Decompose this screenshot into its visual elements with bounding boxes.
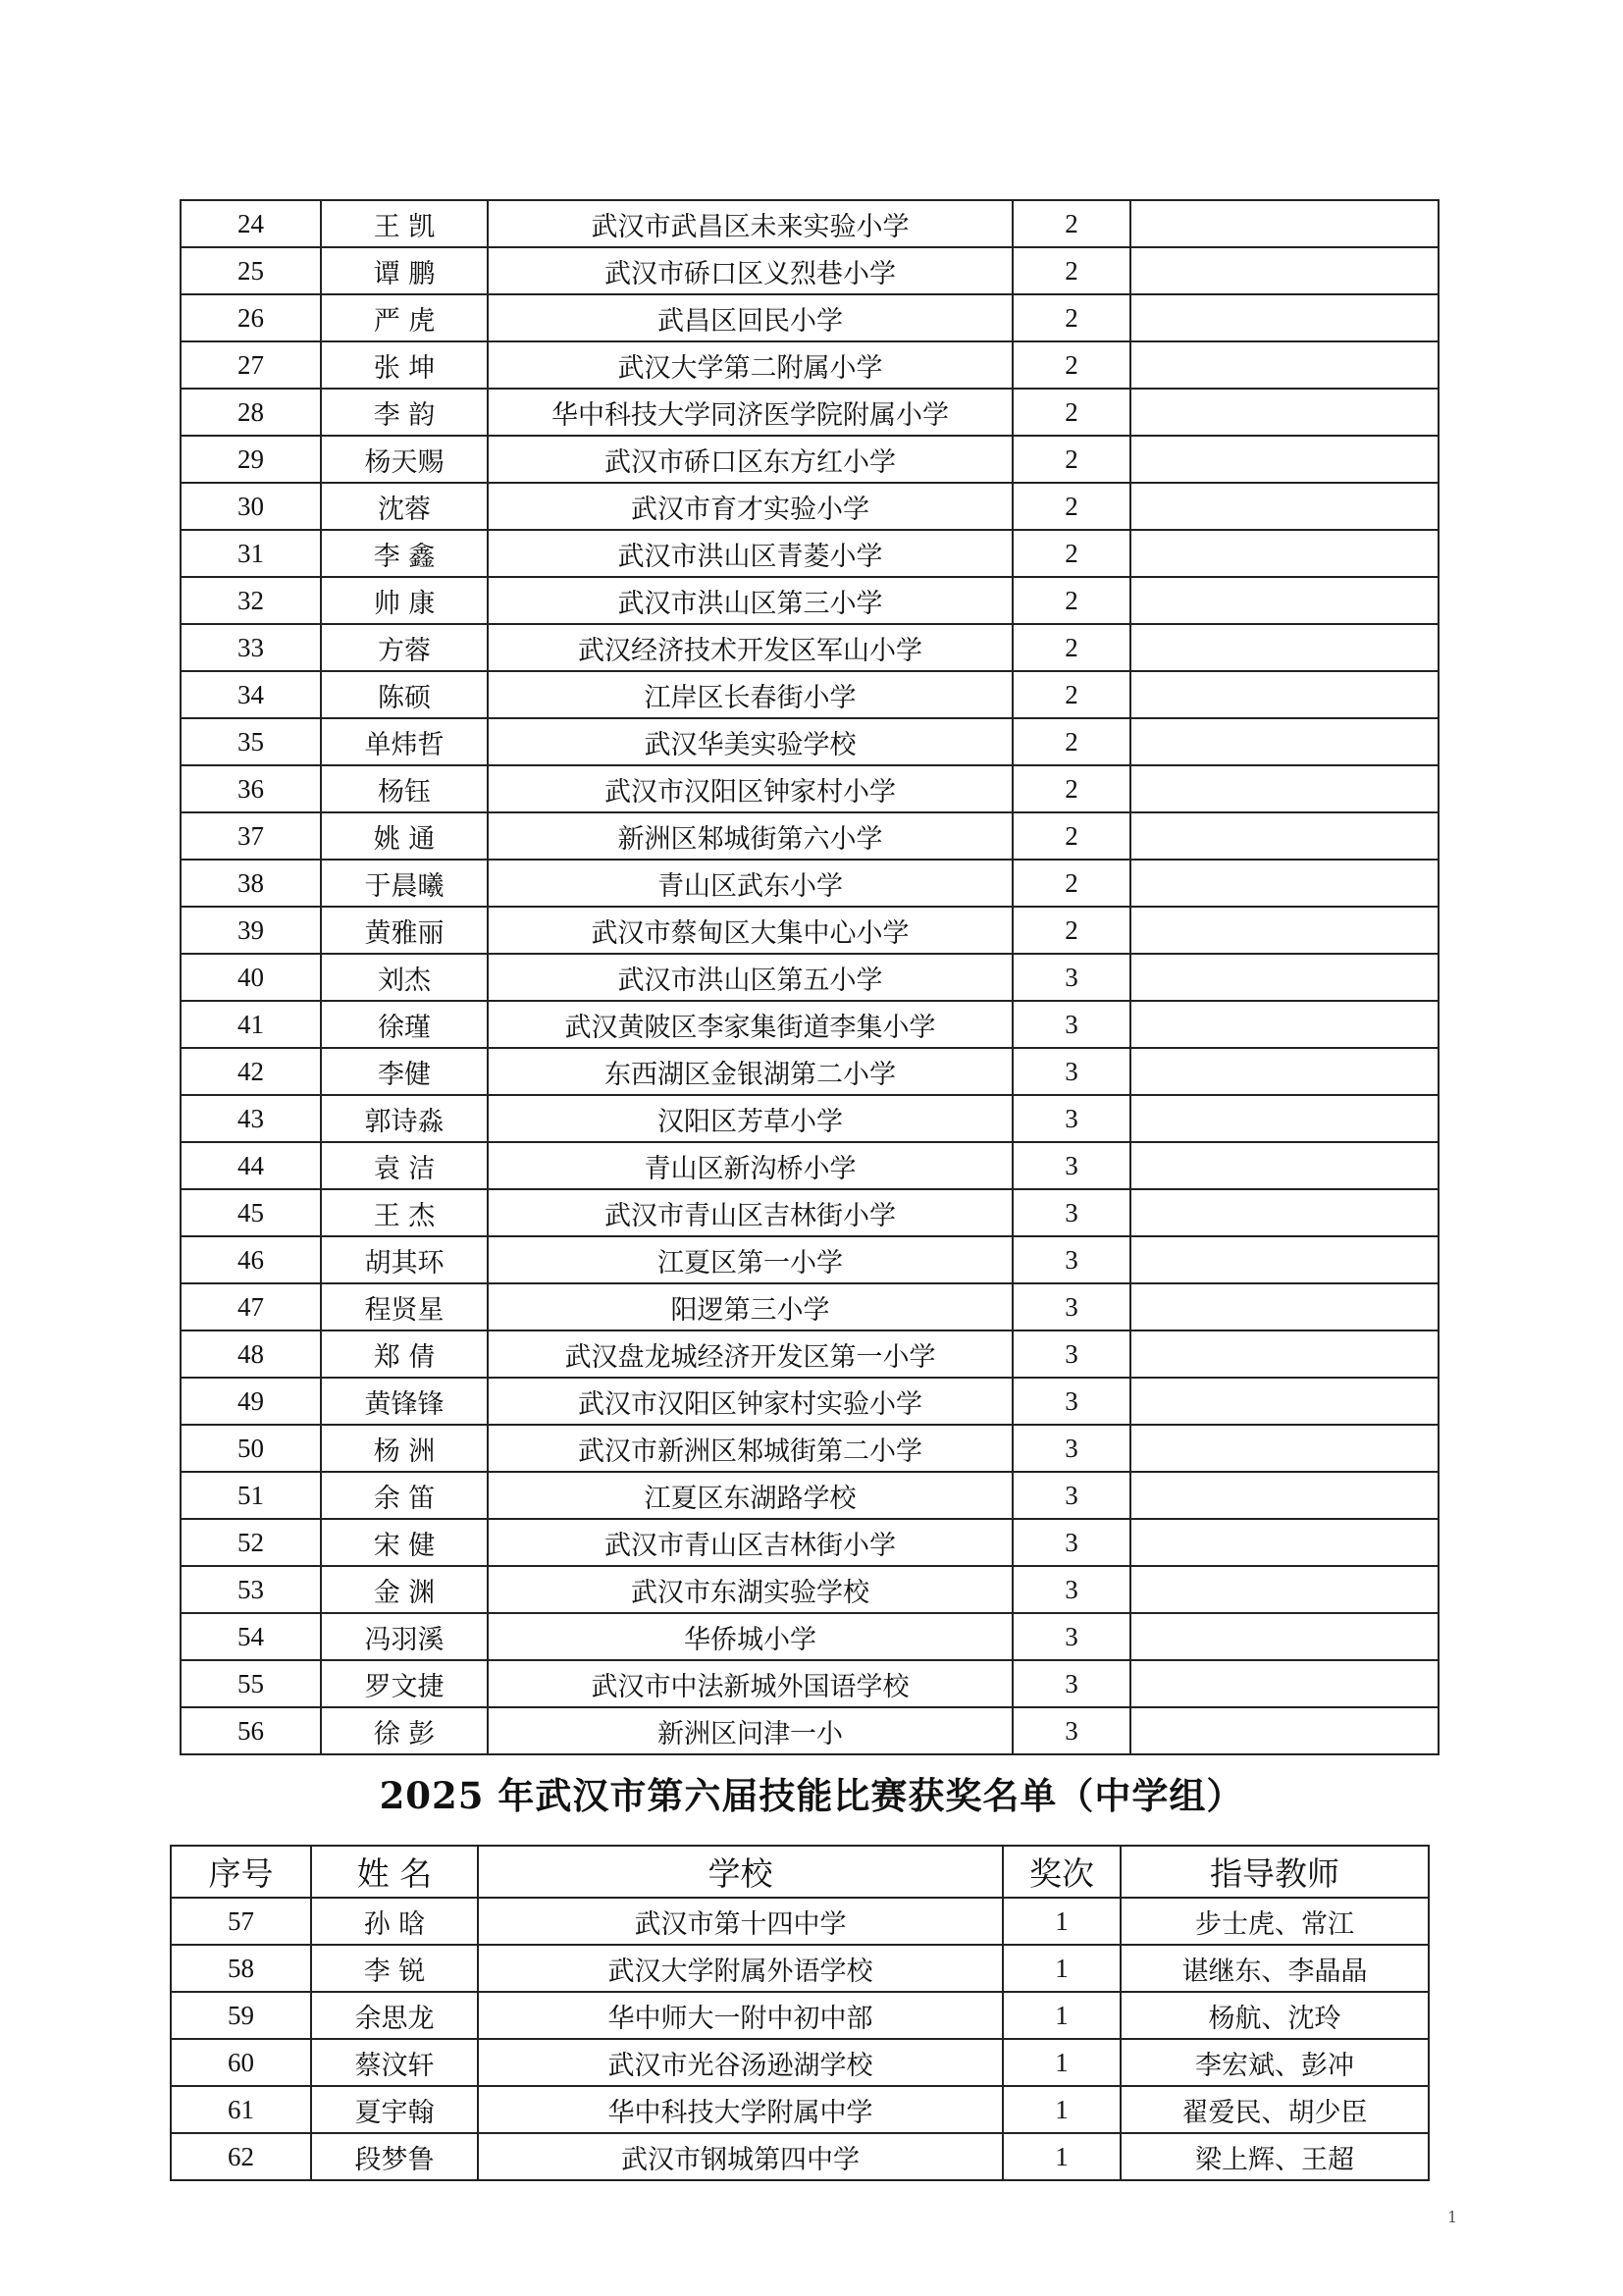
cell-teacher xyxy=(1130,1660,1439,1707)
cell-name: 徐 彭 xyxy=(321,1707,488,1754)
cell-name: 胡其环 xyxy=(321,1236,488,1283)
table-row xyxy=(181,247,1439,294)
cell-no: 59 xyxy=(171,1992,311,2039)
cell-award: 2 xyxy=(1013,860,1130,907)
cell-no: 32 xyxy=(181,577,321,624)
table-row xyxy=(181,1613,1439,1660)
cell-no: 36 xyxy=(181,765,321,812)
cell-teacher xyxy=(1130,812,1439,860)
cell-no: 24 xyxy=(181,200,321,247)
cell-school: 武汉市洪山区青菱小学 xyxy=(488,530,1013,577)
cell-no: 37 xyxy=(181,812,321,860)
cell-name: 单炜哲 xyxy=(321,718,488,765)
cell-teacher xyxy=(1130,483,1439,530)
cell-teacher xyxy=(1130,577,1439,624)
header-school: 学校 xyxy=(478,1846,1003,1898)
cell-teacher xyxy=(1130,1472,1439,1519)
cell-no: 55 xyxy=(181,1660,321,1707)
table-row xyxy=(181,1283,1439,1331)
header-teacher: 指导教师 xyxy=(1121,1846,1429,1898)
cell-award: 3 xyxy=(1013,1566,1130,1613)
cell-school: 江夏区东湖路学校 xyxy=(488,1472,1013,1519)
table-row xyxy=(171,1945,1429,1992)
cell-name: 李 锐 xyxy=(311,1945,478,1992)
cell-award: 3 xyxy=(1013,1613,1130,1660)
cell-no: 25 xyxy=(181,247,321,294)
table-row xyxy=(181,1095,1439,1142)
cell-award: 3 xyxy=(1013,1425,1130,1472)
cell-no: 61 xyxy=(171,2086,311,2133)
cell-award: 3 xyxy=(1013,1283,1130,1331)
cell-name: 程贤星 xyxy=(321,1283,488,1331)
table-row xyxy=(181,436,1439,483)
cell-award: 1 xyxy=(1003,1898,1121,1945)
cell-award: 2 xyxy=(1013,624,1130,671)
cell-teacher: 步士虎、常江 xyxy=(1121,1898,1429,1945)
cell-award: 2 xyxy=(1013,530,1130,577)
cell-no: 56 xyxy=(181,1707,321,1754)
table-row xyxy=(181,1142,1439,1189)
cell-no: 30 xyxy=(181,483,321,530)
cell-award: 2 xyxy=(1013,389,1130,436)
cell-no: 58 xyxy=(171,1945,311,1992)
table-row xyxy=(181,1472,1439,1519)
cell-teacher xyxy=(1130,1519,1439,1566)
cell-award: 2 xyxy=(1013,483,1130,530)
cell-award: 3 xyxy=(1013,1707,1130,1754)
cell-name: 蔡汶轩 xyxy=(311,2039,478,2086)
cell-award: 1 xyxy=(1003,1945,1121,1992)
cell-teacher: 杨航、沈玲 xyxy=(1121,1992,1429,2039)
cell-award: 1 xyxy=(1003,2086,1121,2133)
table-row xyxy=(181,954,1439,1001)
cell-teacher xyxy=(1130,1707,1439,1754)
cell-school: 武汉市钢城第四中学 xyxy=(478,2133,1003,2180)
cell-award: 3 xyxy=(1013,1142,1130,1189)
cell-name: 冯羽溪 xyxy=(321,1613,488,1660)
table-row xyxy=(181,341,1439,389)
table-row xyxy=(181,1378,1439,1425)
cell-award: 2 xyxy=(1013,577,1130,624)
cell-award: 1 xyxy=(1003,1992,1121,2039)
cell-school: 阳逻第三小学 xyxy=(488,1283,1013,1331)
table-row xyxy=(181,860,1439,907)
cell-no: 29 xyxy=(181,436,321,483)
cell-school: 青山区新沟桥小学 xyxy=(488,1142,1013,1189)
cell-name: 段梦鲁 xyxy=(311,2133,478,2180)
cell-no: 57 xyxy=(171,1898,311,1945)
cell-name: 郭诗淼 xyxy=(321,1095,488,1142)
cell-no: 52 xyxy=(181,1519,321,1566)
cell-school: 武汉市青山区吉林街小学 xyxy=(488,1519,1013,1566)
cell-award: 1 xyxy=(1003,2039,1121,2086)
table-row xyxy=(181,1707,1439,1754)
cell-no: 51 xyxy=(181,1472,321,1519)
cell-teacher xyxy=(1130,1331,1439,1378)
table-row xyxy=(171,2086,1429,2133)
cell-award: 3 xyxy=(1013,1001,1130,1048)
cell-name: 宋 健 xyxy=(321,1519,488,1566)
cell-school: 武汉市洪山区第三小学 xyxy=(488,577,1013,624)
cell-teacher xyxy=(1130,247,1439,294)
cell-school: 武汉市武昌区未来实验小学 xyxy=(488,200,1013,247)
cell-school: 武汉市蔡甸区大集中心小学 xyxy=(488,907,1013,954)
header-name: 姓 名 xyxy=(311,1846,478,1898)
page-number: 1 xyxy=(1447,2208,1458,2226)
cell-teacher xyxy=(1130,1048,1439,1095)
cell-no: 53 xyxy=(181,1566,321,1613)
cell-award: 2 xyxy=(1013,294,1130,341)
cell-no: 60 xyxy=(171,2039,311,2086)
cell-teacher: 李宏斌、彭冲 xyxy=(1121,2039,1429,2086)
middle-school-award-table xyxy=(170,1845,1430,2181)
cell-no: 34 xyxy=(181,671,321,718)
cell-no: 46 xyxy=(181,1236,321,1283)
cell-name: 袁 洁 xyxy=(321,1142,488,1189)
cell-teacher: 梁上辉、王超 xyxy=(1121,2133,1429,2180)
cell-name: 徐瑾 xyxy=(321,1001,488,1048)
header-no: 序号 xyxy=(171,1846,311,1898)
cell-no: 48 xyxy=(181,1331,321,1378)
cell-teacher xyxy=(1130,1142,1439,1189)
cell-school: 武汉经济技术开发区军山小学 xyxy=(488,624,1013,671)
cell-teacher xyxy=(1130,907,1439,954)
cell-no: 26 xyxy=(181,294,321,341)
cell-teacher xyxy=(1130,200,1439,247)
table-row xyxy=(181,765,1439,812)
cell-teacher xyxy=(1130,954,1439,1001)
cell-school: 武汉市洪山区第五小学 xyxy=(488,954,1013,1001)
cell-award: 2 xyxy=(1013,341,1130,389)
cell-award: 2 xyxy=(1013,765,1130,812)
cell-no: 40 xyxy=(181,954,321,1001)
cell-name: 于晨曦 xyxy=(321,860,488,907)
table-row xyxy=(181,200,1439,247)
table-row xyxy=(181,483,1439,530)
table-row xyxy=(181,812,1439,860)
cell-school: 武汉市汉阳区钟家村小学 xyxy=(488,765,1013,812)
cell-teacher xyxy=(1130,1189,1439,1236)
table-row xyxy=(181,1566,1439,1613)
cell-no: 38 xyxy=(181,860,321,907)
cell-school: 江夏区第一小学 xyxy=(488,1236,1013,1283)
cell-school: 武汉黄陂区李家集街道李集小学 xyxy=(488,1001,1013,1048)
cell-award: 3 xyxy=(1013,1519,1130,1566)
cell-no: 28 xyxy=(181,389,321,436)
cell-teacher: 谌继东、李晶晶 xyxy=(1121,1945,1429,1992)
cell-school: 武汉华美实验学校 xyxy=(488,718,1013,765)
cell-school: 华中师大一附中初中部 xyxy=(478,1992,1003,2039)
cell-award: 2 xyxy=(1013,812,1130,860)
header-award: 奖次 xyxy=(1003,1846,1121,1898)
cell-name: 黄雅丽 xyxy=(321,907,488,954)
cell-teacher xyxy=(1130,624,1439,671)
cell-award: 2 xyxy=(1013,907,1130,954)
cell-award: 3 xyxy=(1013,1331,1130,1378)
table-row xyxy=(181,530,1439,577)
cell-name: 杨 洲 xyxy=(321,1425,488,1472)
cell-no: 62 xyxy=(171,2133,311,2180)
cell-teacher xyxy=(1130,341,1439,389)
cell-award: 1 xyxy=(1003,2133,1121,2180)
cell-name: 姚 通 xyxy=(321,812,488,860)
cell-school: 武汉市光谷汤逊湖学校 xyxy=(478,2039,1003,2086)
cell-award: 3 xyxy=(1013,1472,1130,1519)
cell-school: 青山区武东小学 xyxy=(488,860,1013,907)
cell-school: 武汉市新洲区邾城街第二小学 xyxy=(488,1425,1013,1472)
cell-no: 44 xyxy=(181,1142,321,1189)
cell-name: 李 鑫 xyxy=(321,530,488,577)
table-row xyxy=(171,1898,1429,1945)
table-row xyxy=(181,907,1439,954)
cell-name: 杨天赐 xyxy=(321,436,488,483)
cell-school: 武汉市中法新城外国语学校 xyxy=(488,1660,1013,1707)
table-row xyxy=(181,1331,1439,1378)
cell-school: 东西湖区金银湖第二小学 xyxy=(488,1048,1013,1095)
cell-name: 黄锋锋 xyxy=(321,1378,488,1425)
cell-teacher xyxy=(1130,765,1439,812)
cell-school: 武汉市汉阳区钟家村实验小学 xyxy=(488,1378,1013,1425)
cell-no: 41 xyxy=(181,1001,321,1048)
table-row xyxy=(181,1048,1439,1095)
cell-teacher xyxy=(1130,294,1439,341)
table-row xyxy=(171,2039,1429,2086)
table-row xyxy=(181,1660,1439,1707)
cell-school: 武汉市硚口区义烈巷小学 xyxy=(488,247,1013,294)
cell-award: 3 xyxy=(1013,1048,1130,1095)
cell-teacher xyxy=(1130,860,1439,907)
middle-table-body xyxy=(171,1898,1429,2180)
cell-name: 帅 康 xyxy=(321,577,488,624)
cell-school: 华中科技大学附属中学 xyxy=(478,2086,1003,2133)
cell-no: 39 xyxy=(181,907,321,954)
table-row xyxy=(181,1189,1439,1236)
cell-award: 3 xyxy=(1013,954,1130,1001)
cell-name: 李健 xyxy=(321,1048,488,1095)
cell-school: 武汉大学附属外语学校 xyxy=(478,1945,1003,1992)
cell-name: 张 坤 xyxy=(321,341,488,389)
cell-teacher xyxy=(1130,436,1439,483)
cell-award: 3 xyxy=(1013,1189,1130,1236)
cell-school: 武汉盘龙城经济开发区第一小学 xyxy=(488,1331,1013,1378)
cell-name: 沈蓉 xyxy=(321,483,488,530)
cell-teacher xyxy=(1130,1283,1439,1331)
cell-school: 华侨城小学 xyxy=(488,1613,1013,1660)
cell-name: 郑 倩 xyxy=(321,1331,488,1378)
table-row xyxy=(181,1519,1439,1566)
cell-school: 汉阳区芳草小学 xyxy=(488,1095,1013,1142)
cell-award: 3 xyxy=(1013,1095,1130,1142)
primary-table-body xyxy=(181,200,1439,1754)
cell-school: 武昌区回民小学 xyxy=(488,294,1013,341)
cell-school: 武汉市东湖实验学校 xyxy=(488,1566,1013,1613)
cell-award: 2 xyxy=(1013,247,1130,294)
cell-no: 43 xyxy=(181,1095,321,1142)
cell-name: 金 渊 xyxy=(321,1566,488,1613)
cell-award: 2 xyxy=(1013,671,1130,718)
cell-award: 3 xyxy=(1013,1660,1130,1707)
table-row xyxy=(181,389,1439,436)
cell-no: 50 xyxy=(181,1425,321,1472)
cell-teacher xyxy=(1130,530,1439,577)
table-row xyxy=(181,718,1439,765)
cell-name: 罗文捷 xyxy=(321,1660,488,1707)
cell-name: 余 笛 xyxy=(321,1472,488,1519)
table-row xyxy=(171,2133,1429,2180)
cell-name: 方蓉 xyxy=(321,624,488,671)
cell-name: 夏宇翰 xyxy=(311,2086,478,2133)
table-row xyxy=(181,1425,1439,1472)
cell-no: 27 xyxy=(181,341,321,389)
cell-name: 严 虎 xyxy=(321,294,488,341)
cell-teacher xyxy=(1130,718,1439,765)
cell-teacher xyxy=(1130,1378,1439,1425)
cell-teacher xyxy=(1130,671,1439,718)
cell-teacher xyxy=(1130,389,1439,436)
cell-school: 新洲区问津一小 xyxy=(488,1707,1013,1754)
cell-award: 3 xyxy=(1013,1378,1130,1425)
cell-school: 江岸区长春街小学 xyxy=(488,671,1013,718)
cell-no: 54 xyxy=(181,1613,321,1660)
cell-award: 3 xyxy=(1013,1236,1130,1283)
cell-name: 余思龙 xyxy=(311,1992,478,2039)
cell-name: 孙 晗 xyxy=(311,1898,478,1945)
primary-award-table xyxy=(180,199,1440,1755)
cell-no: 45 xyxy=(181,1189,321,1236)
cell-school: 武汉市第十四中学 xyxy=(478,1898,1003,1945)
table-row xyxy=(181,294,1439,341)
cell-no: 33 xyxy=(181,624,321,671)
table-row xyxy=(181,624,1439,671)
cell-award: 2 xyxy=(1013,718,1130,765)
cell-no: 31 xyxy=(181,530,321,577)
cell-teacher xyxy=(1130,1566,1439,1613)
cell-school: 华中科技大学同济医学院附属小学 xyxy=(488,389,1013,436)
cell-name: 杨钰 xyxy=(321,765,488,812)
cell-award: 2 xyxy=(1013,200,1130,247)
cell-name: 王 杰 xyxy=(321,1189,488,1236)
cell-name: 王 凯 xyxy=(321,200,488,247)
cell-no: 42 xyxy=(181,1048,321,1095)
cell-teacher xyxy=(1130,1613,1439,1660)
cell-teacher xyxy=(1130,1095,1439,1142)
cell-name: 李 韵 xyxy=(321,389,488,436)
cell-teacher xyxy=(1130,1236,1439,1283)
cell-teacher: 翟爱民、胡少臣 xyxy=(1121,2086,1429,2133)
table-row xyxy=(181,671,1439,718)
cell-teacher xyxy=(1130,1001,1439,1048)
table-row xyxy=(181,1236,1439,1283)
cell-school: 武汉市青山区吉林街小学 xyxy=(488,1189,1013,1236)
cell-school: 新洲区邾城街第六小学 xyxy=(488,812,1013,860)
cell-no: 47 xyxy=(181,1283,321,1331)
cell-name: 谭 鹏 xyxy=(321,247,488,294)
table-row xyxy=(181,1001,1439,1048)
table-row xyxy=(181,577,1439,624)
cell-no: 49 xyxy=(181,1378,321,1425)
cell-no: 35 xyxy=(181,718,321,765)
cell-teacher xyxy=(1130,1425,1439,1472)
cell-award: 2 xyxy=(1013,436,1130,483)
table-row xyxy=(171,1992,1429,2039)
cell-name: 陈硕 xyxy=(321,671,488,718)
cell-school: 武汉市硚口区东方红小学 xyxy=(488,436,1013,483)
cell-school: 武汉大学第二附属小学 xyxy=(488,341,1013,389)
cell-school: 武汉市育才实验小学 xyxy=(488,483,1013,530)
table-header-row xyxy=(171,1846,1429,1898)
section-title: 2025 年武汉市第六届技能比赛获奖名单（中学组） xyxy=(379,1774,1244,1817)
cell-name: 刘杰 xyxy=(321,954,488,1001)
